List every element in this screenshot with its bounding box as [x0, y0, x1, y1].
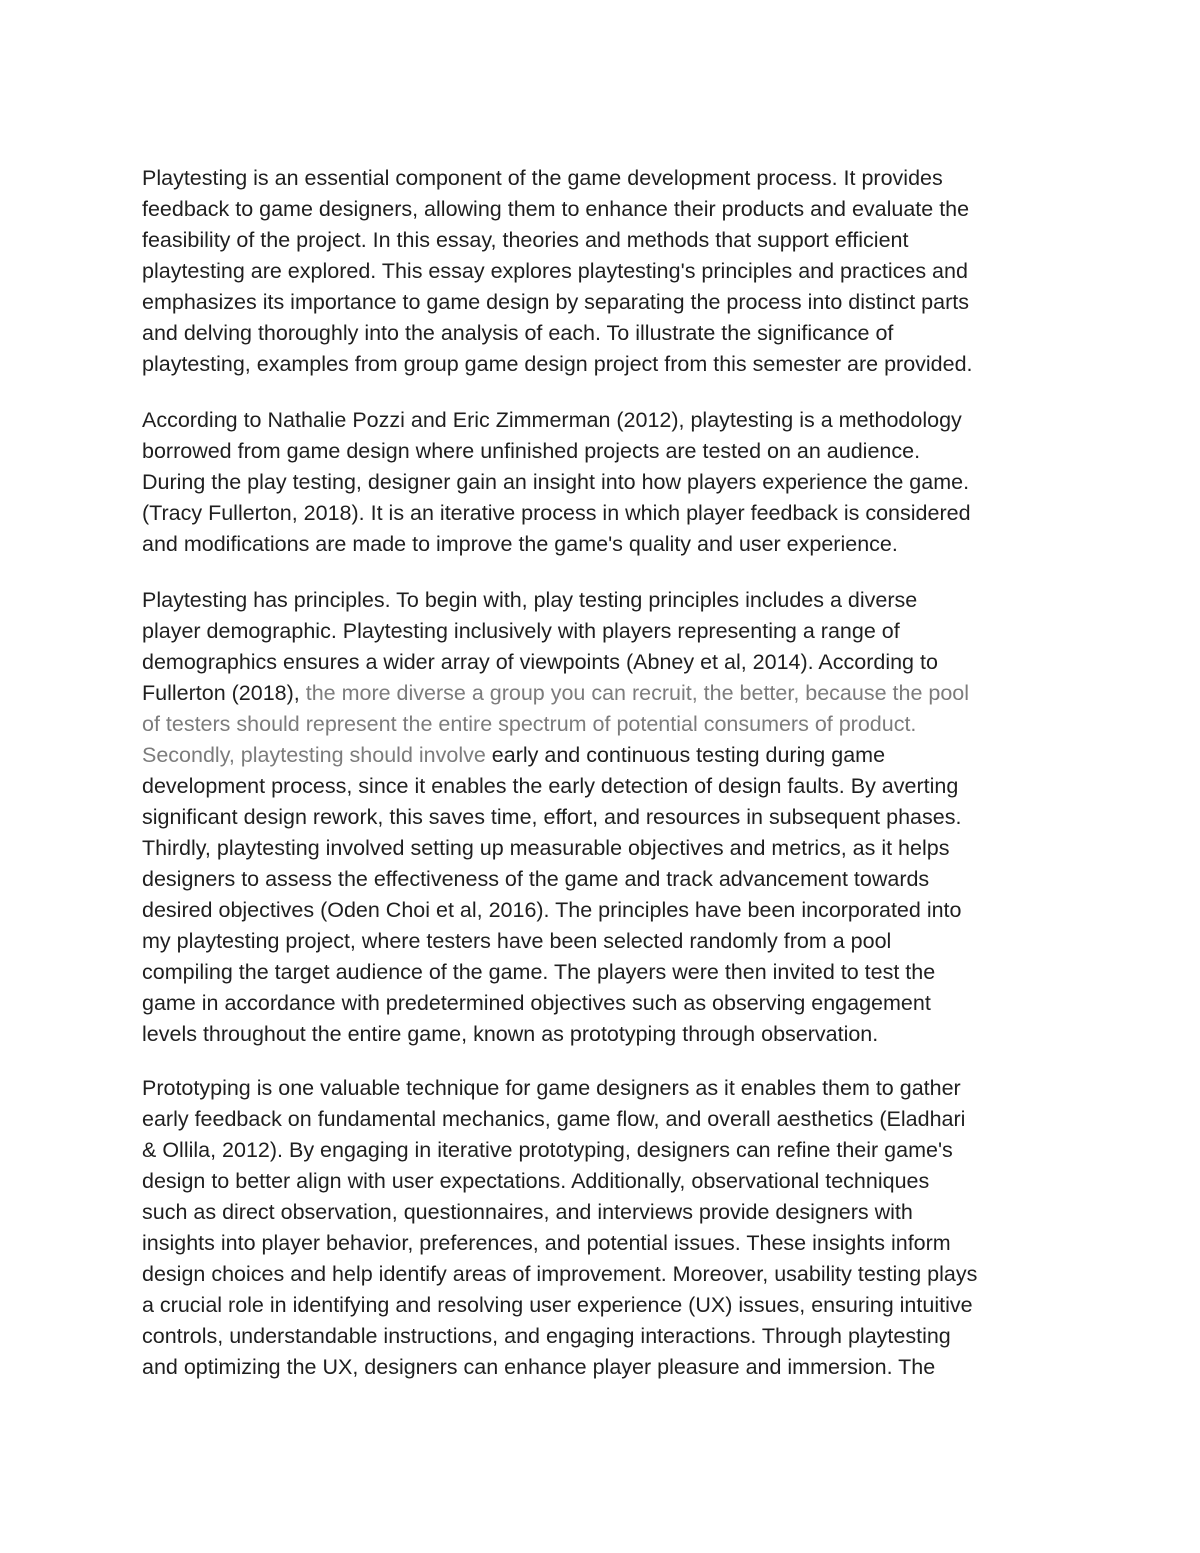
text-line: [142, 1259, 1072, 1290]
text-span: controls, understandable instructions, and engaging interactions. Through playtesting: [142, 1324, 951, 1348]
text-line: [142, 926, 1072, 957]
paragraph: [142, 405, 1072, 560]
text-span: and modifications are made to improve the game's quality and user experience.: [142, 532, 898, 556]
text-span: Prototyping is one valuable technique for game designers as it enables them to gather: [142, 1076, 961, 1100]
text-line: [142, 988, 1072, 1019]
text-line: [142, 225, 1072, 256]
text-line: [142, 436, 1072, 467]
text-line: [142, 585, 1072, 616]
text-line: [142, 349, 1072, 380]
text-span: insights into player behavior, preferences, and potential issues. These insights inform: [142, 1231, 951, 1255]
text-span: borrowed from game design where unfinished projects are tested on an audience.: [142, 439, 921, 463]
muted-text-span: of testers should represent the entire spectrum of potential consumers of product.: [142, 712, 917, 736]
text-span: and optimizing the UX, designers can enhance player pleasure and immersion. The: [142, 1355, 936, 1379]
text-span: demographics ensures a wider array of viewpoints (Abney et al, 2014). According to: [142, 650, 938, 674]
muted-text-span: the more diverse a group you can recruit, the better, because the pool: [305, 681, 970, 705]
text-span: Thirdly, playtesting involved setting up measurable objectives and metrics, as it helps: [142, 836, 950, 860]
text-line: [142, 498, 1072, 529]
text-line: [142, 1197, 1072, 1228]
text-span: and delving thoroughly into the analysis of each. To illustrate the significance of: [142, 321, 894, 345]
text-line: [142, 678, 1072, 709]
text-span: Playtesting is an essential component of the game development process. It provides: [142, 166, 943, 190]
text-span: development process, since it enables the early detection of design faults. By averting: [142, 774, 959, 798]
text-line: [142, 318, 1072, 349]
text-span: According to Nathalie Pozzi and Eric Zimmerman (2012), playtesting is a methodology: [142, 408, 962, 432]
text-span: a crucial role in identifying and resolving user experience (UX) issues, ensuring intuitive: [142, 1293, 973, 1317]
text-line: [142, 1073, 1072, 1104]
text-line: [142, 647, 1072, 678]
text-span: feedback to game designers, allowing them to enhance their products and evaluate the: [142, 197, 970, 221]
text-line: [142, 616, 1072, 647]
text-line: [142, 1352, 1072, 1383]
text-span: early and continuous testing during game: [491, 743, 886, 767]
text-line: [142, 194, 1072, 225]
text-line: [142, 802, 1072, 833]
text-line: [142, 287, 1072, 318]
paragraph: [142, 163, 1072, 380]
text-line: [142, 256, 1072, 287]
text-span: design choices and help identify areas of improvement. Moreover, usability testing plays: [142, 1262, 978, 1286]
muted-text-span: Secondly, playtesting should involve: [142, 743, 492, 767]
text-line: [142, 833, 1072, 864]
text-span: game in accordance with predetermined objectives such as observing engagement: [142, 991, 931, 1015]
text-span: & Ollila, 2012). By engaging in iterative prototyping, designers can refine their game's: [142, 1138, 953, 1162]
text-line: [142, 740, 1072, 771]
text-line: [142, 957, 1072, 988]
text-span: player demographic. Playtesting inclusively with players representing a range of: [142, 619, 900, 643]
text-line: [142, 1135, 1072, 1166]
text-line: [142, 1228, 1072, 1259]
text-span: design to better align with user expectations. Additionally, observational techniques: [142, 1169, 930, 1193]
text-line: [142, 467, 1072, 498]
text-line: [142, 771, 1072, 802]
text-line: [142, 1166, 1072, 1197]
text-line: [142, 1019, 1072, 1050]
text-line: [142, 864, 1072, 895]
text-span: significant design rework, this saves time, effort, and resources in subsequent phases.: [142, 805, 962, 829]
text-line: [142, 1290, 1072, 1321]
text-span: designers to assess the effectiveness of the game and track advancement towards: [142, 867, 930, 891]
text-span: playtesting are explored. This essay explores playtesting's principles and practices and: [142, 259, 968, 283]
text-span: levels throughout the entire game, known as prototyping through observation.: [142, 1022, 879, 1046]
text-line: [142, 895, 1072, 926]
text-line: [142, 529, 1072, 560]
text-line: [142, 1321, 1072, 1352]
paragraph: [142, 585, 1072, 1050]
text-span: During the play testing, designer gain an insight into how players experience the game.: [142, 470, 970, 494]
text-span: feasibility of the project. In this essay, theories and methods that support efficient: [142, 228, 909, 252]
text-span: desired objectives (Oden Choi et al, 2016). The principles have been incorporated into: [142, 898, 962, 922]
text-span: compiling the target audience of the game. The players were then invited to test the: [142, 960, 936, 984]
text-span: Fullerton (2018),: [142, 681, 306, 705]
text-line: [142, 163, 1072, 194]
text-span: playtesting, examples from group game design project from this semester are provided.: [142, 352, 973, 376]
text-span: Playtesting has principles. To begin with, play testing principles includes a diverse: [142, 588, 918, 612]
text-span: such as direct observation, questionnaires, and interviews provide designers with: [142, 1200, 913, 1224]
text-span: my playtesting project, where testers have been selected randomly from a pool: [142, 929, 892, 953]
text-span: early feedback on fundamental mechanics, game flow, and overall aesthetics (Eladhari: [142, 1107, 966, 1131]
text-line: [142, 1104, 1072, 1135]
text-span: (Tracy Fullerton, 2018). It is an iterative process in which player feedback is considered: [142, 501, 971, 525]
text-line: [142, 709, 1072, 740]
text-line: [142, 405, 1072, 436]
text-span: emphasizes its importance to game design by separating the process into distinct parts: [142, 290, 969, 314]
paragraph: [142, 1073, 1072, 1383]
